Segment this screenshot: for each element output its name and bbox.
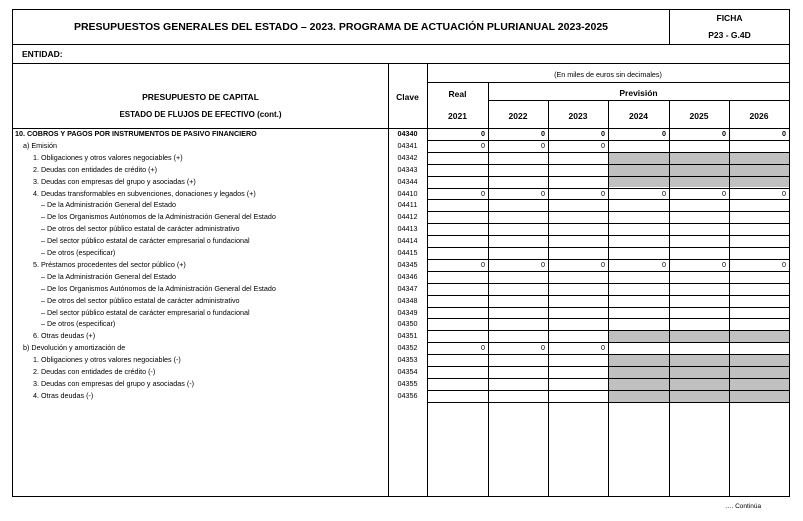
grid-line	[548, 100, 549, 497]
ficha-code: P23 - G.4D	[708, 30, 751, 40]
row-label: 1. Obligaciones y otros valores negociables (-)	[33, 355, 181, 365]
grid-line	[427, 378, 789, 379]
value-cell: 0	[662, 129, 666, 138]
value-cell: 0	[662, 188, 666, 198]
form-frame	[12, 9, 790, 497]
row-clave: 04345	[397, 259, 418, 269]
shaded-cell	[729, 366, 789, 378]
grid-line	[427, 354, 789, 355]
grid-line	[427, 82, 789, 83]
grid-line	[427, 188, 789, 189]
value-cell: 0	[722, 129, 726, 138]
shaded-cell	[669, 164, 729, 176]
value-cell: 0	[541, 129, 545, 138]
value-cell: 0	[481, 188, 485, 198]
row-label: 10. COBROS Y PAGOS POR INSTRUMENTOS DE PASIVO FINANCIERO	[15, 129, 257, 138]
shaded-cell	[608, 390, 669, 402]
form-header	[13, 10, 789, 45]
form-title: PRESUPUESTOS GENERALES DEL ESTADO – 2023. PROGRAMA DE ACTUACIÓN PLURIANUAL 2023-2025	[13, 10, 670, 44]
shaded-cell	[608, 378, 669, 390]
row-label: b) Devolución y amortización de	[23, 343, 126, 353]
table-title-line2: ESTADO DE FLUJOS DE EFECTIVO (cont.)	[119, 110, 282, 119]
shaded-cell	[608, 354, 669, 366]
row-clave: 04415	[397, 248, 418, 257]
grid-line	[427, 164, 789, 165]
value-cell: 0	[541, 188, 545, 198]
value-cell: 0	[601, 343, 605, 353]
value-cell: 0	[782, 259, 786, 269]
row-clave: 04343	[397, 164, 418, 174]
shaded-cell	[669, 390, 729, 402]
value-cell: 0	[481, 343, 485, 353]
row-clave: 04411	[397, 200, 418, 210]
row-label: 3. Deudas con empresas del grupo y asociadas (-)	[33, 378, 195, 388]
row-label: 2. Deudas con entidades de crédito (-)	[33, 367, 156, 376]
value-cell: 0	[601, 129, 605, 138]
shaded-cell	[669, 176, 729, 188]
grid-line	[427, 283, 789, 284]
shaded-cell	[729, 354, 789, 366]
row-clave: 04354	[397, 367, 418, 376]
row-label: – De otros (especificar)	[41, 248, 116, 257]
grid-line	[427, 402, 789, 403]
ficha-box	[670, 10, 789, 44]
value-cell: 0	[541, 140, 545, 150]
row-clave: 04352	[397, 343, 418, 353]
value-cell: 0	[782, 188, 786, 198]
grid-line	[488, 82, 489, 497]
grid-line	[427, 223, 789, 224]
year-header-2025: 2025	[689, 111, 709, 121]
row-label: – De otros del sector público estatal de carácter administrativo	[41, 224, 240, 234]
row-clave: 04410	[397, 188, 418, 198]
prevision-header: Previsión	[619, 88, 658, 98]
row-clave: 04350	[397, 319, 418, 329]
row-clave: 04353	[397, 355, 418, 365]
shaded-cell	[729, 330, 789, 342]
grid-line	[427, 140, 789, 141]
year-header-2022: 2022	[508, 111, 528, 121]
grid-line	[427, 307, 789, 308]
shaded-cell	[669, 366, 729, 378]
row-label: 3. Deudas con empresas del grupo y asociadas (+)	[33, 176, 196, 186]
row-label: 2. Deudas con entidades de crédito (+)	[33, 164, 158, 174]
row-clave: 04340	[397, 129, 418, 138]
value-cell: 0	[722, 259, 726, 269]
shaded-cell	[669, 354, 729, 366]
grid-line	[427, 176, 789, 177]
row-label: – Del sector público estatal de carácter empresarial o fundacional	[41, 307, 250, 317]
value-cell: 0	[601, 259, 605, 269]
row-clave: 04348	[397, 295, 418, 305]
grid-line	[427, 235, 789, 236]
grid-line	[427, 295, 789, 296]
real-header: Real	[448, 89, 467, 99]
continues-note: …. Continúa	[725, 503, 762, 510]
value-cell: 0	[481, 259, 485, 269]
clave-header: Clave	[396, 92, 419, 102]
value-cell: 0	[662, 259, 666, 269]
row-label: – De los Organismos Autónomos de la Administración General del Estado	[41, 212, 276, 222]
row-clave: 04414	[397, 236, 418, 246]
row-label: – De la Administración General del Estado	[41, 271, 177, 281]
year-header-2024: 2024	[629, 111, 648, 121]
value-cell: 0	[601, 188, 605, 198]
shaded-cell	[729, 152, 789, 164]
row-clave: 04413	[397, 224, 418, 234]
grid-line	[427, 152, 789, 153]
row-label: 4. Deudas transformables en subvenciones, donaciones y legados (+)	[33, 188, 256, 198]
row-label: – De la Administración General del Estado	[41, 200, 177, 210]
grid-line	[427, 366, 789, 367]
row-clave: 04351	[397, 331, 418, 341]
shaded-cell	[608, 176, 669, 188]
shaded-cell	[608, 330, 669, 342]
year-header-2023: 2023	[568, 111, 588, 121]
grid-line	[608, 100, 609, 497]
row-label: – De otros (especificar)	[41, 319, 116, 329]
row-clave: 04341	[397, 140, 418, 150]
row-clave: 04412	[397, 212, 418, 222]
value-cell: 0	[541, 343, 545, 353]
grid-line	[427, 390, 789, 391]
shaded-cell	[608, 366, 669, 378]
row-clave: 04349	[397, 307, 418, 317]
grid-line	[427, 211, 789, 212]
row-label: a) Emisión	[23, 140, 57, 150]
shaded-cell	[608, 152, 669, 164]
units-note: (En miles de euros sin decimales)	[554, 70, 662, 79]
value-cell: 0	[481, 129, 485, 138]
value-cell: 0	[782, 129, 786, 138]
grid-line	[427, 247, 789, 248]
grid-line	[427, 199, 789, 200]
shaded-cell	[608, 164, 669, 176]
row-label: 1. Obligaciones y otros valores negociables (+)	[33, 152, 183, 162]
grid-line	[669, 100, 670, 497]
row-label: 5. Préstamos procedentes del sector público (+)	[33, 259, 186, 269]
shaded-cell	[729, 164, 789, 176]
shaded-cell	[729, 176, 789, 188]
row-label: – De otros del sector público estatal de carácter administrativo	[41, 295, 240, 305]
row-clave: 04356	[397, 390, 418, 400]
row-clave: 04344	[397, 176, 418, 186]
row-label: – Del sector público estatal de carácter empresarial o fundacional	[41, 236, 250, 246]
budget-table	[13, 64, 789, 497]
row-clave: 04355	[397, 378, 418, 388]
ficha-label: FICHA	[716, 13, 743, 23]
shaded-cell	[669, 152, 729, 164]
grid-line	[488, 100, 789, 101]
entidad-label: ENTIDAD:	[13, 45, 789, 64]
row-label: 4. Otras deudas (-)	[33, 390, 94, 400]
grid-line	[427, 259, 789, 260]
row-clave: 04347	[397, 283, 418, 293]
shaded-cell	[669, 330, 729, 342]
shaded-cell	[729, 378, 789, 390]
value-cell: 0	[481, 140, 485, 150]
row-clave: 04346	[397, 271, 418, 281]
year-header-2026: 2026	[749, 111, 769, 121]
value-cell: 0	[541, 259, 545, 269]
value-cell: 0	[601, 140, 605, 150]
value-cell: 0	[722, 188, 726, 198]
grid-line	[13, 128, 789, 129]
row-label: 6. Otras deudas (+)	[33, 331, 96, 341]
grid-line	[427, 318, 789, 319]
grid-line	[427, 342, 789, 343]
row-label: – De los Organismos Autónomos de la Administración General del Estado	[41, 283, 276, 293]
table-title-line1: PRESUPUESTO DE CAPITAL	[142, 92, 259, 102]
row-clave: 04342	[397, 152, 418, 162]
shaded-cell	[669, 378, 729, 390]
grid-line	[427, 271, 789, 272]
shaded-cell	[729, 390, 789, 402]
year-header-2021: 2021	[448, 111, 467, 121]
grid-line	[427, 330, 789, 331]
grid-line	[729, 100, 730, 497]
